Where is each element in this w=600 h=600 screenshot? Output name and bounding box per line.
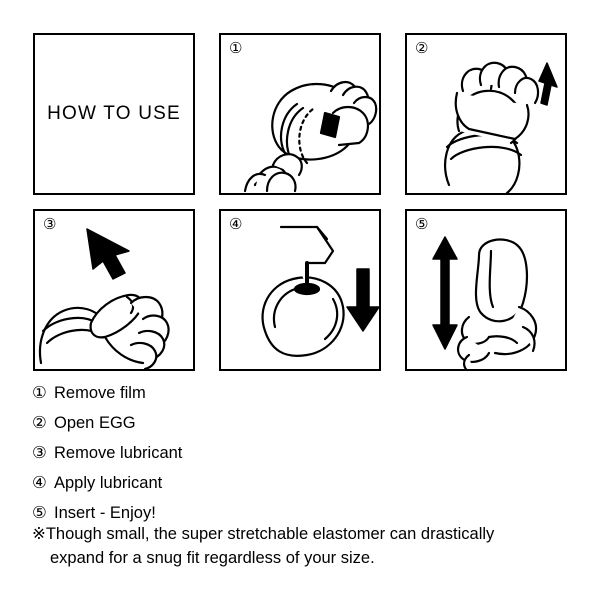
insert-enjoy-icon	[407, 211, 567, 371]
instruction-marker-5: ⑤	[32, 504, 47, 522]
panel-step-number-4: ④	[229, 216, 243, 233]
footnote	[32, 522, 577, 570]
instruction-step-2	[32, 408, 572, 438]
panel-step-number-3: ③	[43, 216, 57, 233]
title-panel	[33, 33, 195, 195]
remove-film-icon	[221, 35, 381, 195]
instruction-step-list	[32, 378, 572, 528]
panel-step-4	[219, 209, 381, 371]
panel-step-1	[219, 33, 381, 195]
panel-step-number-5: ⑤	[415, 216, 429, 233]
footnote-line-1: ※Though small, the super stretchable elastomer can drastically	[32, 525, 495, 543]
panel-step-5	[405, 209, 567, 371]
instruction-label-1: Remove film	[54, 384, 146, 402]
instruction-label-4: Apply lubricant	[54, 474, 163, 492]
footnote-line-2: expand for a snug fit regardless of your size.	[50, 549, 375, 567]
instruction-marker-3: ③	[32, 444, 47, 462]
open-egg-icon	[407, 35, 567, 195]
panel-step-2	[405, 33, 567, 195]
panel-step-number-2: ②	[415, 40, 429, 57]
page-title: HOW TO USE	[47, 103, 181, 124]
remove-lubricant-icon	[35, 211, 195, 371]
illustration-panel-grid	[33, 33, 567, 371]
instruction-label-2: Open EGG	[54, 414, 136, 432]
instruction-label-3: Remove lubricant	[54, 444, 183, 462]
instruction-step-3	[32, 438, 572, 468]
instruction-label-5: Insert - Enjoy!	[54, 504, 156, 522]
instruction-marker-1: ①	[32, 384, 47, 402]
instruction-step-1	[32, 378, 572, 408]
instruction-marker-2: ②	[32, 414, 47, 432]
panel-step-3	[33, 209, 195, 371]
instruction-step-4	[32, 468, 572, 498]
instruction-marker-4: ④	[32, 474, 47, 492]
apply-lubricant-icon	[221, 211, 381, 371]
panel-step-number-1: ①	[229, 40, 243, 57]
